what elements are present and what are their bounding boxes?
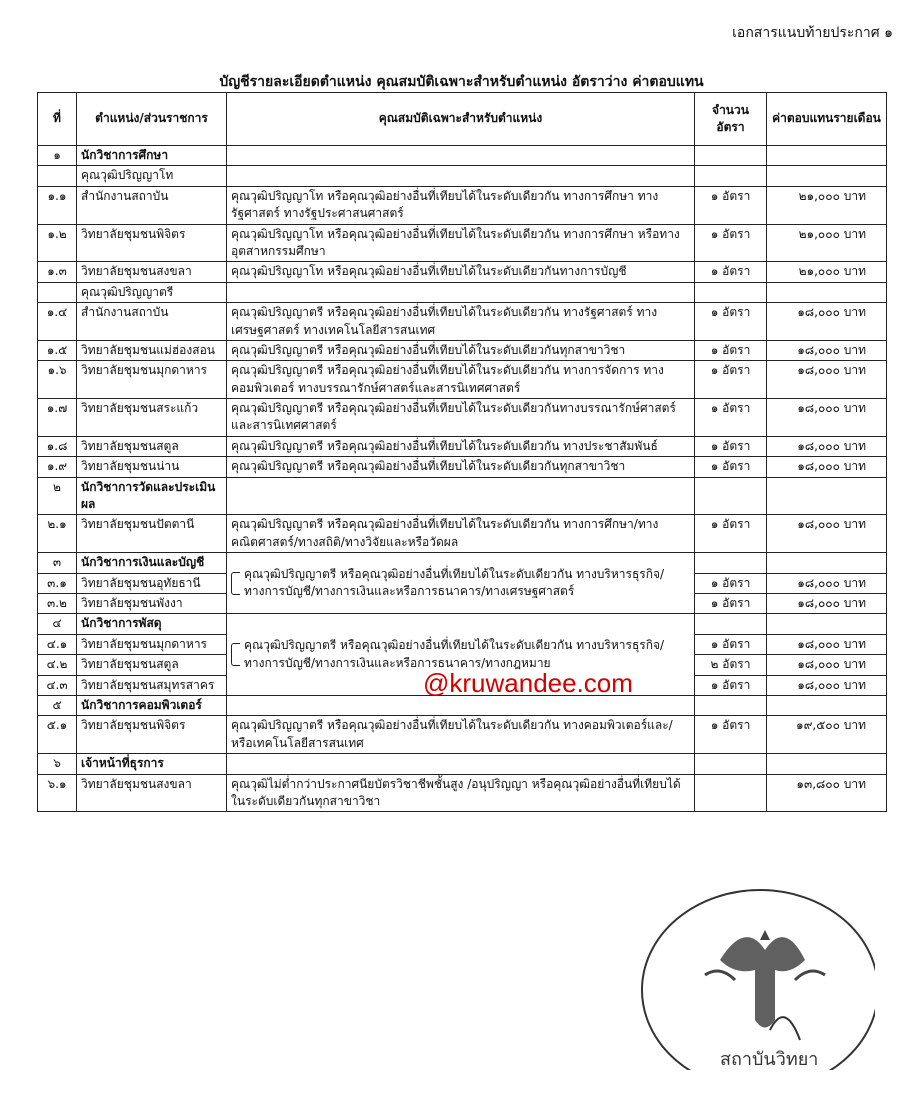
col-header-no: ที่ [38, 93, 77, 146]
unit-name: สำนักงานสถาบัน [77, 186, 227, 224]
table-row [38, 166, 887, 186]
monthly-pay: ๑๘,๐๐๐ บาท [767, 675, 887, 695]
col-header-qualification: คุณสมบัติเฉพาะสำหรับตำแหน่ง [227, 93, 695, 146]
monthly-pay: ๑๘,๐๐๐ บาท [767, 655, 887, 675]
monthly-pay: ๑๓,๘๐๐ บาท [767, 774, 887, 812]
row-number: ๔.๑ [38, 634, 77, 654]
watermark-text: @kruwandee.com [423, 668, 633, 698]
monthly-pay: ๒๑,๐๐๐ บาท [767, 224, 887, 262]
table-row [38, 457, 887, 477]
position-count: ๑ อัตรา [695, 716, 767, 754]
row-number: ๒.๑ [38, 515, 77, 553]
table-row [38, 303, 887, 341]
monthly-pay: ๒๑,๐๐๐ บาท [767, 186, 887, 224]
position-count: ๑ อัตรา [695, 634, 767, 654]
brace-block [231, 637, 690, 672]
position-count [695, 774, 767, 812]
qualification: คุณวุฒิปริญญาตรี หรือคุณวุฒิอย่างอื่นที่เทียบได้ในระดับเดียวกัน ทางประชาสัมพันธ์ [227, 436, 695, 456]
brace-mark [231, 572, 240, 595]
unit-name: วิทยาลัยชุมชนอุทัยธานี [77, 573, 227, 593]
unit-name: วิทยาลัยชุมชนน่าน [77, 457, 227, 477]
table-row [38, 754, 887, 774]
position-group: นักวิชาการศึกษา [77, 146, 227, 166]
brace-block [231, 566, 690, 601]
position-group: นักวิชาการคอมพิวเตอร์ [77, 695, 227, 715]
position-count: ๑ อัตรา [695, 303, 767, 341]
row-number: ๑.๓ [38, 262, 77, 282]
qualification: คุณวุฒิปริญญาตรี หรือคุณวุฒิอย่างอื่นที่เทียบได้ในระดับเดียวกันทุกสาขาวิชา [227, 457, 695, 477]
position-count: ๑ อัตรา [695, 436, 767, 456]
qualification: คุณวุฒิปริญญาตรี หรือคุณวุฒิอย่างอื่นที่เทียบได้ในระดับเดียวกัน ทางบริหารธุรกิจ/ทางการบัญชี/ทางการเงินและหรือการธนาคาร/ทางเศรษฐศาสตร์ [244, 566, 665, 599]
table-row [38, 774, 887, 812]
unit-name: วิทยาลัยชุมชนสงขลา [77, 262, 227, 282]
position-count: ๑ อัตรา [695, 573, 767, 593]
position-group: นักวิชาการเงินและบัญชี [77, 553, 227, 573]
table-header-row [38, 93, 887, 146]
row-number: ๔.๓ [38, 675, 77, 695]
unit-name: วิทยาลัยชุมชนสตูล [77, 655, 227, 675]
qualification: คุณวุฒิไม่ต่ำกว่าประกาศนียบัตรวิชาชีพชั้นสูง /อนุปริญญา หรือคุณวุฒิอย่างอื่นที่เทียบได้ในระดับเดียวกันทุกสาขาวิชา [227, 774, 695, 812]
row-number: ๑.๑ [38, 186, 77, 224]
institution-seal-icon [625, 880, 875, 1070]
row-number: ๓.๑ [38, 573, 77, 593]
monthly-pay: ๑๘,๐๐๐ บาท [767, 436, 887, 456]
unit-name: วิทยาลัยชุมชนสตูล [77, 436, 227, 456]
qualification-shared [227, 553, 695, 614]
position-count: ๑ อัตรา [695, 224, 767, 262]
unit-name: วิทยาลัยชุมชนพิจิตร [77, 224, 227, 262]
row-number: ๑.๙ [38, 457, 77, 477]
position-count: ๑ อัตรา [695, 262, 767, 282]
position-count: ๑ อัตรา [695, 593, 767, 613]
col-header-position: ตำแหน่ง/ส่วนราชการ [77, 93, 227, 146]
position-count: ๑ อัตรา [695, 399, 767, 437]
table-row [38, 436, 887, 456]
row-number: ๔.๒ [38, 655, 77, 675]
table-row [38, 553, 887, 573]
unit-name: วิทยาลัยชุมชนพังงา [77, 593, 227, 613]
table-row [38, 224, 887, 262]
qualification: คุณวุฒิปริญญาโท หรือคุณวุฒิอย่างอื่นที่เทียบได้ในระดับเดียวกัน ทางการศึกษา ทางรัฐศาสตร์ ทางรัฐประศาสนศาสตร์ [227, 186, 695, 224]
unit-name: สำนักงานสถาบัน [77, 303, 227, 341]
unit-name: วิทยาลัยชุมชนมุกดาหาร [77, 361, 227, 399]
unit-name: วิทยาลัยชุมชนมุกดาหาร [77, 634, 227, 654]
position-count: ๒ อัตรา [695, 655, 767, 675]
monthly-pay: ๑๘,๐๐๐ บาท [767, 457, 887, 477]
qualification: คุณวุฒิปริญญาตรี หรือคุณวุฒิอย่างอื่นที่เทียบได้ในระดับเดียวกันทางบรรณารักษ์ศาสตร์และสารนิเทศศาสตร์ [227, 399, 695, 437]
row-number: ๑.๘ [38, 436, 77, 456]
unit-name: วิทยาลัยชุมชนแม่ฮ่องสอน [77, 340, 227, 360]
row-number: ๓.๒ [38, 593, 77, 613]
table-row [38, 399, 887, 437]
row-number: ๑ [38, 146, 77, 166]
position-count: ๑ อัตรา [695, 515, 767, 553]
position-group: นักวิชาการวัดและประเมินผล [77, 477, 227, 515]
position-count: ๑ อัตรา [695, 340, 767, 360]
qualification: คุณวุฒิปริญญาตรี หรือคุณวุฒิอย่างอื่นที่เทียบได้ในระดับเดียวกัน ทางคอมพิวเตอร์และ/หรือเทคโนโลยีสารสนเทศ [227, 716, 695, 754]
table-row [38, 515, 887, 553]
unit-name: วิทยาลัยชุมชนปัตตานี [77, 515, 227, 553]
row-number: ๒ [38, 477, 77, 515]
monthly-pay: ๑๙,๕๐๐ บาท [767, 716, 887, 754]
degree-level: คุณวุฒิปริญญาตรี [77, 282, 227, 302]
col-header-count: จำนวนอัตรา [695, 93, 767, 146]
table-row [38, 477, 887, 515]
attachment-label: เอกสารแนบท้ายประกาศ ๑ [732, 25, 893, 41]
unit-name: วิทยาลัยชุมชนสมุทรสาคร [77, 675, 227, 695]
position-count: ๑ อัตรา [695, 675, 767, 695]
table-row [38, 361, 887, 399]
row-number: ๑.๕ [38, 340, 77, 360]
unit-name: วิทยาลัยชุมชนสงขลา [77, 774, 227, 812]
seal-text: สถาบันวิทยา [720, 1049, 819, 1070]
degree-level: คุณวุฒิปริญญาโท [77, 166, 227, 186]
unit-name: วิทยาลัยชุมชนพิจิตร [77, 716, 227, 754]
monthly-pay: ๑๘,๐๐๐ บาท [767, 303, 887, 341]
positions-table [37, 92, 887, 812]
row-number: ๑.๖ [38, 361, 77, 399]
qualification: คุณวุฒิปริญญาตรี หรือคุณวุฒิอย่างอื่นที่เทียบได้ในระดับเดียวกัน ทางการศึกษา/ทางคณิตศาสตร์/ทางสถิติ/ทางวิจัยและหรือวัดผล [227, 515, 695, 553]
col-header-pay: ค่าตอบแทนรายเดือน [767, 93, 887, 146]
row-number: ๔ [38, 614, 77, 634]
qualification: คุณวุฒิปริญญาโท หรือคุณวุฒิอย่างอื่นที่เทียบได้ในระดับเดียวกันทางการบัญชี [227, 262, 695, 282]
monthly-pay: ๑๘,๐๐๐ บาท [767, 340, 887, 360]
table-row [38, 262, 887, 282]
position-count: ๑ อัตรา [695, 361, 767, 399]
table-row [38, 146, 887, 166]
qualification: คุณวุฒิปริญญาตรี หรือคุณวุฒิอย่างอื่นที่เทียบได้ในระดับเดียวกันทุกสาขาวิชา [227, 340, 695, 360]
position-group: เจ้าหน้าที่ธุรการ [77, 754, 227, 774]
monthly-pay: ๑๘,๐๐๐ บาท [767, 361, 887, 399]
qualification: คุณวุฒิปริญญาตรี หรือคุณวุฒิอย่างอื่นที่เทียบได้ในระดับเดียวกัน ทางการจัดการ ทางคอมพิวเตอร์ ทางบรรณารักษ์ศาสตร์และสารนิเทศศาสตร์ [227, 361, 695, 399]
unit-name: วิทยาลัยชุมชนสระแก้ว [77, 399, 227, 437]
row-number: ๑.๗ [38, 399, 77, 437]
row-number: ๕.๑ [38, 716, 77, 754]
monthly-pay: ๑๘,๐๐๐ บาท [767, 399, 887, 437]
row-number: ๑.๒ [38, 224, 77, 262]
monthly-pay: ๒๑,๐๐๐ บาท [767, 262, 887, 282]
monthly-pay: ๑๘,๐๐๐ บาท [767, 515, 887, 553]
qualification: คุณวุฒิปริญญาตรี หรือคุณวุฒิอย่างอื่นที่เทียบได้ในระดับเดียวกัน ทางรัฐศาสตร์ ทางเศรษฐศาสตร์ ทางเทคโนโลยีสารสนเทศ [227, 303, 695, 341]
position-count: ๑ อัตรา [695, 186, 767, 224]
table-row [38, 716, 887, 754]
row-number: ๖.๑ [38, 774, 77, 812]
row-number: ๑.๔ [38, 303, 77, 341]
row-number: ๓ [38, 553, 77, 573]
monthly-pay: ๑๘,๐๐๐ บาท [767, 634, 887, 654]
row-number: ๖ [38, 754, 77, 774]
monthly-pay: ๑๘,๐๐๐ บาท [767, 593, 887, 613]
table-row [38, 282, 887, 302]
qualification: คุณวุฒิปริญญาตรี หรือคุณวุฒิอย่างอื่นที่เทียบได้ในระดับเดียวกัน ทางบริหารธุรกิจ/ทางการบัญชี/ทางการเงินและหรือการธนาคาร/ทางกฎหมาย [244, 638, 665, 670]
table-row [38, 340, 887, 360]
document-title: บัญชีรายละเอียดตำแหน่ง คุณสมบัติเฉพาะสำหรับตำแหน่ง อัตราว่าง ค่าตอบแทน [219, 74, 704, 90]
table-row [38, 186, 887, 224]
row-number: ๕ [38, 695, 77, 715]
position-count: ๑ อัตรา [695, 457, 767, 477]
qualification: คุณวุฒิปริญญาโท หรือคุณวุฒิอย่างอื่นที่เทียบได้ในระดับเดียวกัน ทางการศึกษา หรือทางอุตสาหกรรมศึกษา [227, 224, 695, 262]
brace-mark [231, 643, 240, 666]
table-row [38, 614, 887, 634]
position-group: นักวิชาการพัสดุ [77, 614, 227, 634]
monthly-pay: ๑๘,๐๐๐ บาท [767, 573, 887, 593]
